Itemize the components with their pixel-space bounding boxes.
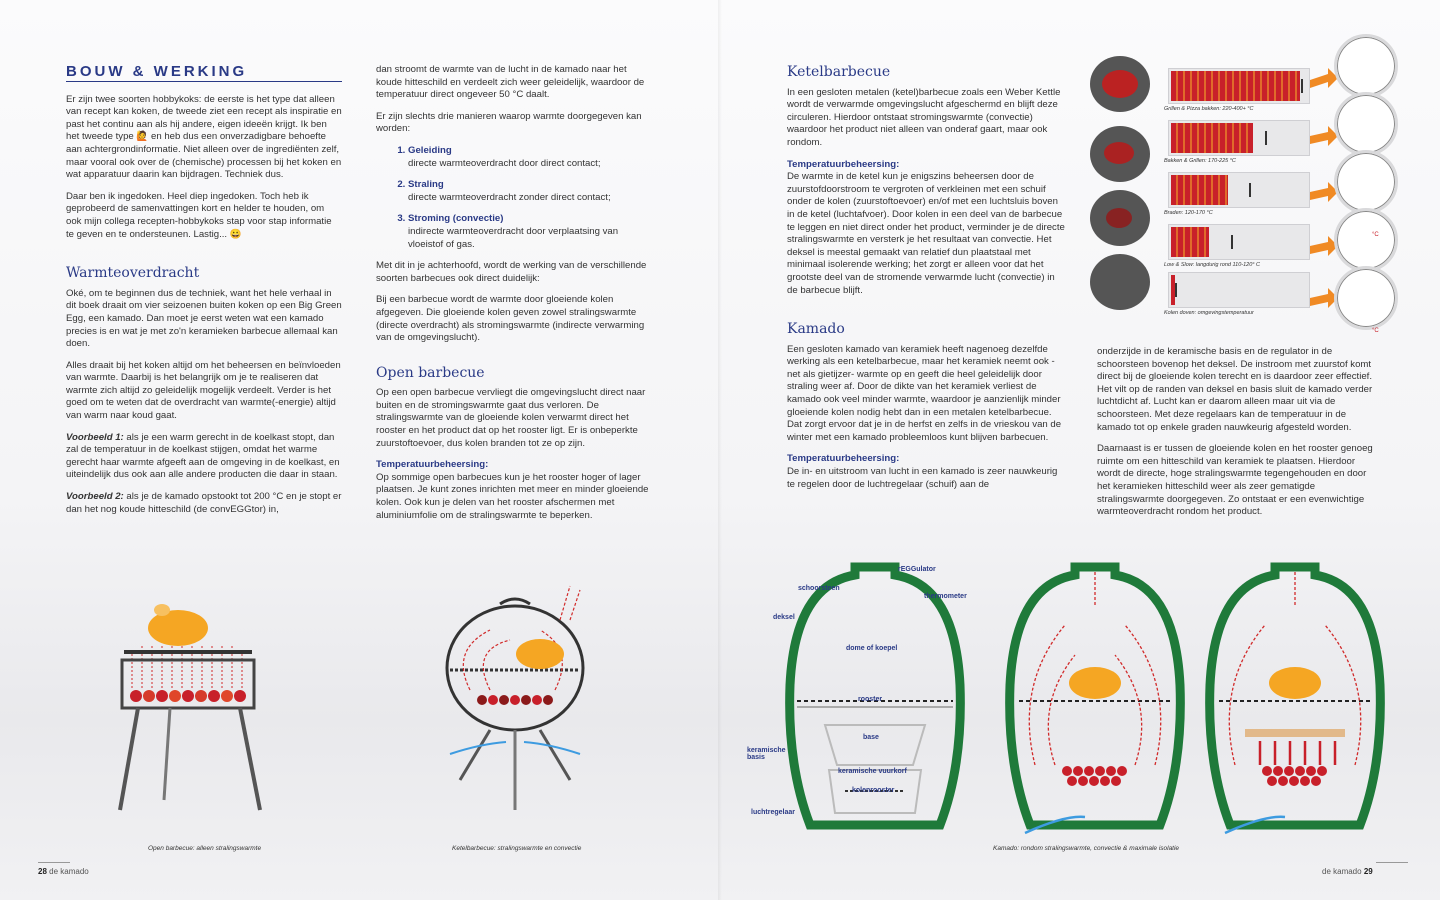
temp-marker [1249, 183, 1251, 197]
open-bbq-grid [124, 650, 252, 654]
method-name: Geleiding [408, 144, 452, 156]
method-desc: directe warmteoverdracht zonder direct contact; [408, 191, 611, 203]
open-bbq-coals [130, 690, 246, 702]
temp-setting-label: Braden: 120-170 °C [1164, 210, 1213, 216]
label-base: base [863, 734, 879, 741]
example-2-text: als je de kamado opstookt tot 200 °C en je stopt er dan het nog koude hitteschild (de convEGGtor) in, [66, 491, 342, 515]
folio-left [38, 867, 89, 876]
kettle-barbecue-illustration [430, 590, 610, 830]
col2-paragraph-4: Bij een barbecue wordt de warmte door gloeiende kolen afgegeven. Die gloeiende kolen geven zowel stralingswarmte (directe overdracht) als stromingswarmte (indirecte verwarming van de omgevingslucht). [376, 294, 645, 344]
method-stroming [408, 213, 654, 251]
running-title: de kamado [49, 867, 89, 876]
section4-paragraph: Een gesloten kamado van keramiek heeft nagenoeg dezelfde werking als een ketelbarbecue, maar het keramiek neemt ook -net als gietijzer- warmte op en geeft die heel geleidelijk door straling weer af. Door de dikte van het keramiek verliest de kamado ook veel minder warmte, waardoor je aanzienlijk minder gloeiende kolen nodig hebt dan in een metalen ketelbarbecue. Dat zorgt ervoor dat je in de herfst en zelfs in de vrieskou van de winter met een kamado probleemloos kunt blijven barbecuen. [787, 343, 1062, 443]
example-2-label: Voorbeeld 2: [66, 491, 124, 503]
gauge-unit-label: °C [1372, 328, 1379, 334]
right-column-2 [1097, 346, 1379, 528]
temp-marker [1301, 79, 1303, 93]
intro-paragraph-1: Er zijn twee soorten hobbykoks: de eerste is het type dat alleen van recept kan koken, de tweede ziet een recept als inspiratie en past het continu aan als hij andere, eigen ideeën krijgt. Ik ben het tweede type 🙋 en heb dus een onverzadigbare behoefte aan achtergrondinformatie. Niet alleen over de ingrediënten zelf, maar vooral ook over de (chemische) processen bij het koken en wat apparatuur daarin kan bijdragen. Techniek dus. [66, 93, 342, 181]
col2-paragraph-1: dan stroomt de warmte van de lucht in de kamado naar het koude hitteschild en verdeelt zich weer geleidelijk, waardoor de temperatuur direct ongeveer 50 °C daalt. [376, 64, 645, 101]
section1-paragraph-2: Alles draait bij het koken altijd om het beheersen en beïnvloeden van warmte. Daarbij is het belangrijk om je te realiseren dat warmte zich altijd zo geleidelijk mogelijk verdeelt. Verder is het goed om te weten dat de overdracht van warmte(-energie) altijd van warm naar koud gaat. [66, 359, 341, 422]
label-chimney: schoorsteen [798, 585, 840, 592]
page-number: 28 [38, 867, 47, 876]
example-1 [66, 432, 342, 482]
left-column-1 [66, 63, 342, 525]
label-dome: dome of koepel [846, 645, 898, 652]
chicken-icon [148, 610, 208, 646]
col2-paragraph-2: Er zijn slechts drie manieren waarop warmte doorgegeven kan worden: [376, 110, 642, 135]
open-barbecue-illustration [100, 600, 320, 830]
kettle-body [447, 606, 583, 730]
temp-setting-bar-5 [1168, 272, 1310, 308]
thermometer-gauge-icon [1334, 150, 1398, 214]
label-lid: deksel [773, 614, 795, 621]
gauge-unit-label: °C [1372, 232, 1379, 238]
egg-top-view-1 [1090, 56, 1150, 112]
temp-setting-label: Low & Slow: langdurig rond 110-120° C [1164, 262, 1260, 268]
temp-level-fill [1171, 175, 1228, 205]
temp-control-title-kamado: Temperatuurbeheersing: [787, 453, 900, 465]
example-1-label: Voorbeeld 1: [66, 431, 124, 443]
section3-paragraph: In een gesloten metalen (ketel)barbecue zoals een Weber Kettle wordt de verwarmde omgevingslucht afgeschermd en blijft deze circuleren. Hierdoor ontstaat stromingswarmte (convectie) waardoor het product niet alleen van onderaf gaart, maar ook rondom. [787, 86, 1061, 148]
temp-level-fill [1171, 123, 1253, 153]
caption-kamado: Kamado: rondom stralingswarmte, convectie & maximale isolatie [993, 845, 1180, 852]
caption-kettle-barbecue: Ketelbarbecue: stralingswarmte en convectie [452, 845, 582, 852]
heat-shield [1245, 729, 1345, 737]
temp-setting-label: Kolen doven: omgevingstemperatuur [1164, 310, 1254, 316]
section-title-warmteoverdracht: Warmteoverdracht [66, 265, 200, 282]
label-coal-grate: kolenrooster [852, 787, 895, 794]
folio-right [1322, 867, 1373, 876]
egg-top-view-2 [1090, 126, 1150, 182]
kettle-handle [500, 599, 530, 604]
method-name: Straling [408, 179, 444, 191]
label-firebox: keramische vuurkorf [838, 768, 907, 775]
col4-paragraph-2: Daarnaast is er tussen de gloeiende kolen en het rooster genoeg ruimte om een hitteschild van keramiek te plaatsen. Hierdoor wordt de directe, hoge stralingswarmte tegengehouden en door het keramieken hitteschild weer als zeer gematigde stralingswarmte doorgegeven. Zo ontstaat er een evenwichtige warmteoverdracht rondom het product. [1097, 443, 1373, 518]
section2-paragraph: Op een open barbecue vervliegt die omgevingslucht direct naar buiten en de stromingswarmte gaat dus verloren. De stralingswarmte van de gloeiende kolen verwarmt direct het rooster en het product dat op het rooster ligt. Er is onbeperkte zuurstoftoevoer, dus kolen branden tot ze op zijn. [376, 387, 646, 449]
page-number: 29 [1363, 867, 1373, 876]
example-2 [66, 491, 342, 516]
caption-open-barbecue: Open barbecue: alleen stralingswarmte [148, 845, 262, 852]
temp-marker [1265, 131, 1267, 145]
kettle-coals [477, 695, 553, 705]
temp-marker [1231, 235, 1233, 249]
temp-level-fill [1171, 71, 1300, 101]
col2-paragraph-3: Met dit in je achterhoofd, wordt de werking van de verschillende soorten barbecues ook direct duidelijk: [376, 260, 647, 284]
temp-setting-bar-4 [1168, 224, 1310, 260]
temp-setting-bar-1 [1168, 68, 1310, 104]
page-spine [718, 0, 722, 900]
right-column-1 [787, 66, 1065, 500]
kamado-convection-diagram [1010, 567, 1181, 833]
label-grid: rooster [858, 696, 883, 703]
label-thermometer: thermometer [924, 593, 967, 600]
method-straling [408, 179, 654, 204]
section-title-ketelbarbecue: Ketelbarbecue [787, 64, 891, 80]
thermometer-gauge-icon [1334, 34, 1398, 98]
method-desc: indirecte warmteoverdracht door verplaatsing van vloeistof of gas. [408, 225, 619, 250]
section4-temp-paragraph: De in- en uitstroom van lucht in een kamado is zeer nauwkeurig te regelen door de luchtregelaar (schuif) aan de [787, 466, 1058, 490]
methods-list [376, 145, 654, 251]
temp-control-title-kettle: Temperatuurbeheersing: [787, 158, 900, 170]
section-title-kamado: Kamado [787, 321, 845, 338]
temp-setting-label: Grillen & Pizza bakken: 220-400+ °C [1164, 106, 1254, 112]
method-desc: directe warmteoverdracht door direct contact; [408, 157, 601, 169]
section2-temp-paragraph: Op sommige open barbecues kun je het rooster hoger of lager plaatsen. Je kunt zones inrichten met meer en minder gloeiende kolen. Ook kun je delen van het rooster afschermen met aluminiumfolie om de stralingswarmte te beperken. [376, 471, 649, 521]
label-regulator: rEGGulator [898, 566, 936, 573]
label-air-regulator: luchtregelaar [751, 809, 795, 816]
running-title: de kamado [1322, 867, 1362, 876]
kamado-heatshield-diagram [1210, 567, 1381, 833]
thermometer-gauge-icon [1334, 92, 1398, 156]
temp-setting-bar-2 [1168, 120, 1310, 156]
left-column-2 [376, 64, 654, 531]
section-title-open-barbecue: Open barbecue [376, 364, 485, 381]
temp-setting-bar-3 [1168, 172, 1310, 208]
example-1-text: als je een warm gerecht in de koelkast stopt, dan zal de temperatuur in de koelkast stijgen, omdat het warme gerecht haar warmte afgeeft aan de omgeving in de koelkast, en uiteindelijk dus ook aan alle andere producten die daar in staan. [66, 431, 340, 481]
method-geleiding [408, 145, 654, 170]
thermometer-gauge-icon [1334, 208, 1398, 272]
kettle-convection-arrows [463, 586, 580, 690]
intro-paragraph-2: Daar ben ik ingedoken. Heel diep ingedoken. Toch heb ik geprobeerd de samenvattingen kort en helder te houden, om ook mijn collega recepten-hobbykoks stap voor stap informatie te geven en te ondersteunen. Lastig... 😀 [66, 190, 332, 240]
label-ceramic-base: keramische basis [747, 747, 786, 761]
temp-control-title-open: Temperatuurbeheersing: [376, 459, 489, 471]
method-name: Stroming (convectie) [408, 213, 504, 225]
section3-temp-paragraph: De warmte in de ketel kun je enigszins beheersen door de zuurstofdoorstroom te vergroten of verkleinen met een schuif onder de kolen (zuurstoftoevoer) en/of met een luchtsluis boven in de ketel (luchtafvoer). Door kolen in een deel van de barbecue te leggen en niet direct onder het product, verminder je de directe stralingswarmte en versterk je het resultaat van convectie. Het deksel is meestal gemaakt van relatief dun plaatstaal met minimaal isolerende werking; het zorgt er alleen voor dat het grootste deel van de stromende verwarmde lucht (convectie) in de barbecue blijft. [787, 171, 1065, 296]
thermometer-gauge-icon [1334, 266, 1398, 330]
chicken-icon [516, 639, 564, 669]
egg-top-view-3 [1090, 190, 1150, 246]
col4-paragraph-1: onderzijde in de keramische basis en de regulator in de schoorsteen bovenop het deksel. De instroom met zuurstof komt direct bij de gloeiende kolen terecht en is daardoor zeer effectief. Het vilt op de randen van deksel en basis sluit de kamado verder luchtdicht af. Lucht kan er daarom alleen maar uit via de schoorsteen. Met deze regelaars kan de temperatuur in de kamado tot op enkele graden nauwkeurig afgesteld worden. [1097, 346, 1373, 433]
temp-level-fill [1171, 227, 1209, 257]
page-heading: BOUW & WERKING [66, 63, 248, 80]
section1-paragraph-1: Oké, om te beginnen dus de techniek, want het hele verhaal in dit boek draait om vier seizoenen buiten koken op een Big Green Egg, een kamado. Dan moet je eerst weten wat een kamado precies is en wat je met zo'n keramieken barbecue allemaal kan doen. [66, 287, 342, 350]
heading-rule [66, 81, 342, 82]
chicken-icon [1269, 667, 1321, 699]
egg-top-view-4 [1090, 254, 1150, 310]
chicken-icon [1069, 667, 1121, 699]
temp-marker [1175, 283, 1177, 297]
temp-setting-label: Bakken & Grillen: 170-225 °C [1164, 158, 1236, 164]
